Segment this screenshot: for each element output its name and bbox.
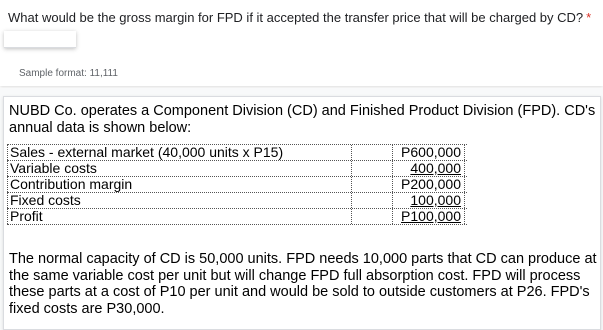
ledger-row [7, 209, 467, 225]
ledger-value: P200,000 [392, 177, 465, 192]
question-title [8, 9, 593, 26]
ledger-value: 100,000 [392, 193, 465, 208]
ledger-label: Contribution margin [7, 177, 352, 192]
ledger-value: P100,000 [392, 209, 465, 224]
format-hint: Sample format: 11,111 [19, 68, 118, 79]
ledger-label: Variable costs [7, 161, 352, 176]
ledger-label: Sales - external market (40,000 units x P15) [7, 145, 352, 160]
ledger-row [7, 161, 467, 177]
problem-intro: NUBD Co. operates a Component Division (CD) and Finished Product Division (FPD). CD's annual data is shown below: [9, 103, 596, 136]
ledger-label: Profit [7, 209, 352, 224]
required-asterisk: * [586, 10, 592, 25]
answer-input[interactable] [4, 31, 76, 48]
ledger-row [7, 144, 467, 161]
ledger-value: 400,000 [392, 161, 465, 176]
problem-narrative: The normal capacity of CD is 50,000 units. FPD needs 10,000 parts that CD can produce at the same variable cost per unit but will change FPD full absorption cost. FPD will process these parts at a cost of P10 per unit and would be sold to outside customers at P26. FPD's fixed costs are P30,000. [9, 251, 597, 317]
ledger-row [7, 193, 467, 209]
ledger-label: Fixed costs [7, 193, 352, 208]
ledger-value: P600,000 [392, 145, 465, 160]
question-text: What would be the gross margin for FPD if it accepted the transfer price that will be charged by CD? [8, 10, 584, 25]
ledger-row [7, 177, 467, 193]
question-card [0, 0, 603, 86]
ledger-table [7, 144, 467, 225]
